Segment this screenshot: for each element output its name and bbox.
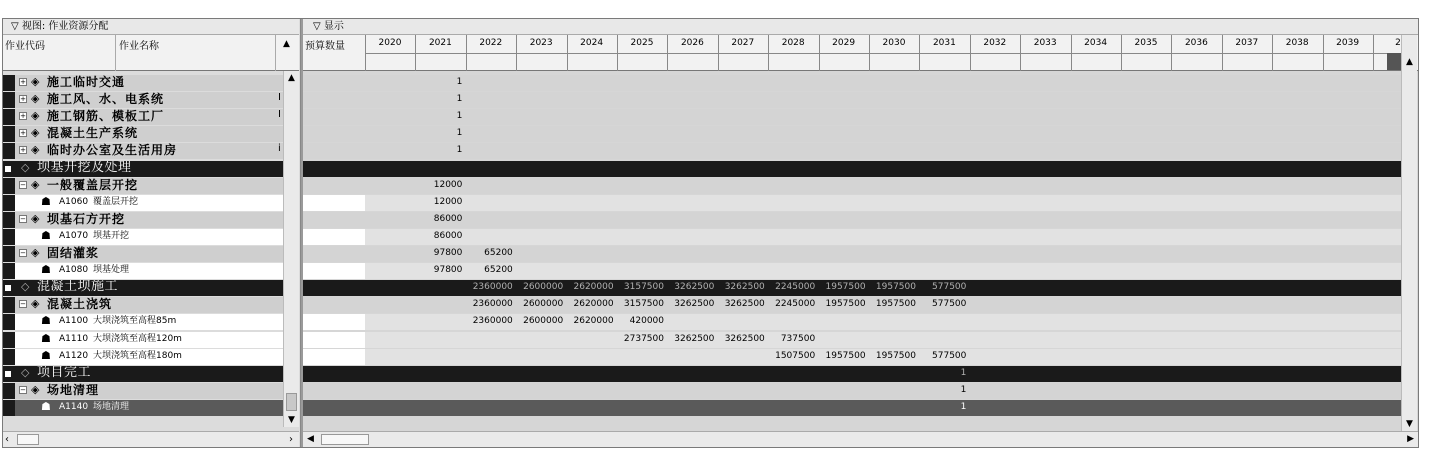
budget-units-cell[interactable] <box>303 75 365 91</box>
year-header[interactable]: 2036 <box>1184 38 1208 48</box>
budget-units-cell[interactable] <box>303 143 365 159</box>
spreadsheet-row <box>365 263 1401 279</box>
wbs-label: 坝基开挖及处理 <box>37 160 132 175</box>
spreadsheet-row <box>365 349 1401 365</box>
year-value-cell[interactable]: 1 <box>456 128 463 139</box>
year-value-cell[interactable]: 86000 <box>433 230 463 241</box>
year-value-cell[interactable]: 1957500 <box>825 282 866 293</box>
activity-name: 大坝浇筑至高程85m <box>93 316 177 327</box>
collapse-icon[interactable]: − <box>20 300 26 309</box>
chevron-up-icon[interactable]: ▲ <box>283 39 290 49</box>
spreadsheet-row <box>365 383 1401 399</box>
collapse-icon[interactable] <box>5 371 11 377</box>
wbs-row[interactable] <box>3 178 283 194</box>
budget-units-cell[interactable] <box>303 126 365 142</box>
wbs-label: 场地清理 <box>47 382 100 397</box>
wbs-folder-icon: ◈ <box>31 177 40 191</box>
spreadsheet-row <box>365 297 1401 313</box>
year-header[interactable]: 2 <box>1395 38 1401 48</box>
year-header[interactable]: 2039 <box>1336 38 1360 48</box>
header-corner <box>1387 53 1401 70</box>
wbs-label: 项目完工 <box>37 365 92 380</box>
row-indent-bar <box>3 383 15 399</box>
year-value-cell[interactable]: 1957500 <box>825 299 866 310</box>
year-value-cell[interactable]: 97800 <box>433 265 463 276</box>
row-indent-bar <box>3 109 15 125</box>
budget-units-cell[interactable] <box>303 280 365 296</box>
wbs-row[interactable] <box>3 92 283 108</box>
spreadsheet-row <box>365 212 1401 228</box>
row-indent-bar <box>3 263 15 279</box>
year-value-cell[interactable]: 1 <box>456 111 463 122</box>
year-value-cell[interactable]: 3262500 <box>724 299 765 310</box>
left-column-header <box>3 35 299 71</box>
row-indent-bar <box>3 349 15 365</box>
year-header[interactable]: 2024 <box>580 38 604 48</box>
year-value-cell[interactable]: 3262500 <box>674 333 715 344</box>
resource-person-icon: ☗ <box>41 263 51 277</box>
wbs-folder-icon: ◈ <box>31 126 40 140</box>
wbs-folder-icon: ◈ <box>31 109 40 123</box>
year-value-cell[interactable]: 737500 <box>780 333 816 344</box>
wbs-label: 一般覆盖层开挖 <box>47 177 139 192</box>
activity-rows <box>3 75 283 419</box>
collapse-icon[interactable] <box>5 166 11 172</box>
activity-code: A1100 <box>59 316 89 327</box>
left-vertical-scrollbar[interactable] <box>283 71 299 427</box>
scroll-up-arrow-icon[interactable]: ▲ <box>1406 57 1413 67</box>
wbs-label: 混凝土浇筑 <box>47 297 113 312</box>
year-value-cell[interactable]: 577500 <box>932 282 967 293</box>
year-value-cell[interactable]: 2620000 <box>573 299 614 310</box>
year-value-cell[interactable]: 3157500 <box>623 299 664 310</box>
wbs-diamond-icon: ◇ <box>21 280 30 294</box>
column-header-budget-units[interactable]: 预算数量 <box>305 41 345 52</box>
year-value-cell[interactable]: 2737500 <box>623 333 664 344</box>
activity-row[interactable] <box>3 400 283 416</box>
scroll-right-arrow-icon[interactable]: › <box>289 434 293 445</box>
expand-icon[interactable]: + <box>20 129 26 138</box>
wbs-row[interactable] <box>3 126 283 142</box>
wbs-folder-icon: ◈ <box>31 382 40 396</box>
wbs-row[interactable] <box>3 161 283 177</box>
year-value-cell[interactable]: 12000 <box>433 196 463 207</box>
year-value-cell[interactable]: 1 <box>960 384 967 395</box>
budget-units-cell[interactable] <box>303 161 365 177</box>
year-value-cell[interactable]: 1507500 <box>775 350 816 361</box>
row-indent-bar <box>3 178 15 194</box>
year-value-cell[interactable]: 1 <box>960 401 967 412</box>
collapse-icon[interactable]: − <box>20 249 26 257</box>
year-value-cell[interactable]: 2600000 <box>523 299 564 310</box>
wbs-label: 混凝土生产系统 <box>47 126 139 141</box>
activity-code: A1110 <box>59 333 89 344</box>
wbs-label: 混凝土坝施工 <box>37 280 119 295</box>
year-header[interactable]: 2023 <box>529 38 553 48</box>
spreadsheet-row <box>365 280 1401 296</box>
year-value-cell[interactable]: 1 <box>456 145 463 156</box>
column-divider[interactable] <box>275 35 276 71</box>
activity-row[interactable] <box>3 229 283 245</box>
collapse-icon[interactable]: − <box>20 385 26 394</box>
year-value-cell[interactable]: 2360000 <box>472 282 513 293</box>
collapse-icon[interactable] <box>5 285 11 291</box>
budget-units-column <box>303 75 365 419</box>
row-indent-bar <box>3 195 15 211</box>
activity-row[interactable] <box>3 195 283 211</box>
row-indent-bar <box>3 75 15 91</box>
resource-person-icon: ☗ <box>41 194 51 208</box>
year-value-cell[interactable]: 2600000 <box>523 316 564 327</box>
budget-units-cell[interactable] <box>303 400 365 416</box>
wbs-row[interactable] <box>3 109 283 125</box>
scroll-right-arrow-icon[interactable]: ▶ <box>1407 434 1414 444</box>
year-header[interactable]: 2028 <box>781 38 805 48</box>
activity-code: A1120 <box>59 350 89 361</box>
expand-icon[interactable]: + <box>20 78 26 86</box>
row-indent-bar <box>3 400 15 416</box>
wbs-diamond-icon: ◇ <box>21 365 30 379</box>
year-value-cell[interactable]: 65200 <box>484 265 513 276</box>
header-divider <box>365 53 1405 54</box>
year-header[interactable]: 2025 <box>630 38 654 48</box>
wbs-folder-icon: ◈ <box>31 143 40 157</box>
year-value-cell[interactable]: 2245000 <box>775 282 816 293</box>
truncated-text: I <box>278 109 281 121</box>
right-vertical-scrollbar[interactable] <box>1401 35 1417 431</box>
wbs-label: 施工钢筋、模板工厂 <box>47 109 165 124</box>
view-title[interactable]: ▽ 视图: 作业资源分配 <box>3 19 299 35</box>
spreadsheet-row <box>365 92 1401 108</box>
wbs-row[interactable] <box>3 366 283 382</box>
budget-units-cell[interactable] <box>303 297 365 313</box>
year-header[interactable]: 2033 <box>1033 38 1057 48</box>
activity-name: 场地清理 <box>93 401 130 412</box>
year-value-cell[interactable]: 65200 <box>484 248 513 258</box>
year-value-cell[interactable]: 12000 <box>433 179 463 190</box>
year-header[interactable]: 2034 <box>1084 38 1108 48</box>
timescale-header <box>303 35 1418 71</box>
wbs-row[interactable] <box>3 212 283 228</box>
spreadsheet-row <box>365 143 1401 159</box>
year-value-cell[interactable]: 2245000 <box>775 299 816 310</box>
wbs-folder-icon: ◈ <box>31 92 40 106</box>
row-indent-bar <box>3 212 15 228</box>
activity-code: A1140 <box>59 401 89 412</box>
collapse-icon[interactable]: − <box>20 214 26 223</box>
year-header[interactable]: 2020 <box>378 38 402 48</box>
activity-code: A1070 <box>59 230 89 241</box>
year-value-cell[interactable]: 2360000 <box>472 299 513 310</box>
resource-person-icon: ☗ <box>41 399 51 413</box>
resource-person-icon: ☗ <box>41 314 51 328</box>
row-indent-bar <box>3 297 15 313</box>
wbs-folder-icon: ◈ <box>31 246 40 259</box>
scroll-thumb[interactable] <box>17 434 39 445</box>
year-value-cell[interactable]: 3262500 <box>674 282 715 293</box>
row-indent-bar <box>3 332 15 348</box>
budget-units-cell[interactable] <box>303 229 365 245</box>
resource-person-icon: ☗ <box>41 331 51 345</box>
year-value-cell[interactable]: 1 <box>456 77 463 87</box>
year-value-cell[interactable]: 577500 <box>932 299 967 310</box>
wbs-row[interactable] <box>3 143 283 159</box>
expand-icon[interactable]: + <box>20 95 26 104</box>
year-value-cell[interactable]: 1 <box>960 367 967 378</box>
wbs-label: 固结灌浆 <box>47 246 100 260</box>
scroll-thumb[interactable] <box>286 393 297 411</box>
year-value-cell[interactable]: 3262500 <box>724 282 765 293</box>
budget-units-cell[interactable] <box>303 246 365 262</box>
budget-units-cell[interactable] <box>303 332 365 348</box>
spreadsheet-row <box>365 314 1401 330</box>
row-indent-bar <box>3 143 15 159</box>
wbs-diamond-icon: ◇ <box>21 160 30 174</box>
budget-units-cell[interactable] <box>303 349 365 365</box>
wbs-folder-icon: ◈ <box>31 75 40 88</box>
wbs-row[interactable] <box>3 383 283 399</box>
year-value-cell[interactable]: 1957500 <box>875 282 916 293</box>
year-value-cell[interactable]: 1957500 <box>875 299 916 310</box>
activity-name: 坝基开挖 <box>93 230 130 241</box>
year-value-cell[interactable]: 1 <box>456 94 463 105</box>
year-header[interactable]: 2022 <box>479 38 503 48</box>
activity-row[interactable] <box>3 332 283 348</box>
row-indent-bar <box>3 229 15 245</box>
year-header[interactable]: 2038 <box>1285 38 1309 48</box>
year-value-cell[interactable]: 97800 <box>433 248 463 258</box>
left-horizontal-scrollbar[interactable] <box>3 431 299 447</box>
column-header-activity-name[interactable]: 作业名称 <box>119 41 159 52</box>
activity-row[interactable] <box>3 263 283 279</box>
year-value-cell[interactable]: 2360000 <box>472 316 513 327</box>
scroll-thumb[interactable] <box>321 434 369 445</box>
year-value-cell[interactable]: 2620000 <box>573 316 614 327</box>
activity-name: 大坝浇筑至高程120m <box>93 333 182 344</box>
budget-units-cell[interactable] <box>303 178 365 194</box>
row-indent-bar <box>3 246 15 262</box>
right-horizontal-scrollbar[interactable] <box>303 431 1418 447</box>
resource-person-icon: ☗ <box>41 348 51 362</box>
year-header[interactable]: 2031 <box>932 38 956 48</box>
year-header[interactable]: 2030 <box>882 38 906 48</box>
scroll-down-arrow-icon[interactable]: ▼ <box>288 415 295 425</box>
row-indent-bar <box>3 314 15 330</box>
truncated-text: I <box>278 92 281 104</box>
year-value-cell[interactable]: 3157500 <box>623 282 664 293</box>
spreadsheet-row <box>365 246 1401 262</box>
wbs-row[interactable] <box>3 246 283 262</box>
row-indent-bar <box>3 92 15 108</box>
wbs-label: 临时办公室及生活用房 <box>47 143 178 158</box>
scroll-down-arrow-icon[interactable]: ▼ <box>1406 419 1413 429</box>
app-window <box>2 18 1419 448</box>
resource-usage-spreadsheet-pane <box>303 19 1418 447</box>
resource-person-icon: ☗ <box>41 228 51 242</box>
activity-table-pane <box>3 19 301 447</box>
spreadsheet-row <box>365 178 1401 194</box>
activity-row[interactable] <box>3 349 283 365</box>
activity-name: 覆盖层开挖 <box>93 196 139 207</box>
year-value-cell[interactable]: 86000 <box>433 213 463 224</box>
wbs-folder-icon: ◈ <box>31 297 40 311</box>
column-header-activity-code[interactable]: 作业代码 <box>5 41 45 52</box>
spreadsheet-rows <box>365 75 1401 419</box>
activity-code: A1080 <box>59 265 89 276</box>
year-header[interactable]: 2027 <box>731 38 755 48</box>
year-value-cell[interactable]: 420000 <box>629 316 664 327</box>
year-value-cell[interactable]: 1957500 <box>875 350 916 361</box>
scroll-left-arrow-icon[interactable]: ◀ <box>307 434 314 444</box>
activity-name: 坝基处理 <box>93 265 130 276</box>
budget-units-cell[interactable] <box>303 109 365 125</box>
spreadsheet-row <box>365 400 1401 416</box>
year-value-cell[interactable]: 3262500 <box>724 333 765 344</box>
spreadsheet-row <box>365 161 1401 177</box>
activity-name: 大坝浇筑至高程180m <box>93 350 182 361</box>
expand-icon[interactable]: + <box>20 146 26 155</box>
collapse-icon[interactable]: − <box>20 180 26 189</box>
spreadsheet-row <box>365 126 1401 142</box>
budget-units-cell[interactable] <box>303 383 365 399</box>
spreadsheet-row <box>365 366 1401 382</box>
wbs-label: 施工临时交通 <box>47 75 126 89</box>
truncated-text: i <box>278 143 281 155</box>
budget-units-cell[interactable] <box>303 195 365 211</box>
spreadsheet-row <box>365 229 1401 245</box>
activity-code: A1060 <box>59 196 89 207</box>
wbs-row[interactable] <box>3 280 283 296</box>
column-divider[interactable] <box>115 35 116 71</box>
wbs-label: 坝基石方开挖 <box>47 211 126 226</box>
year-value-cell[interactable]: 577500 <box>932 350 967 361</box>
year-value-cell[interactable]: 2620000 <box>573 282 614 293</box>
budget-units-cell[interactable] <box>303 92 365 108</box>
year-value-cell[interactable]: 1957500 <box>825 350 866 361</box>
year-header[interactable]: 2037 <box>1235 38 1259 48</box>
year-header[interactable]: 2021 <box>428 38 452 48</box>
display-title[interactable]: ▽ 显示 <box>303 19 1418 35</box>
wbs-folder-icon: ◈ <box>31 211 40 225</box>
budget-units-cell[interactable] <box>303 366 365 382</box>
year-header[interactable]: 2026 <box>680 38 704 48</box>
spreadsheet-row <box>365 109 1401 125</box>
spreadsheet-row <box>365 75 1401 91</box>
activity-row[interactable] <box>3 314 283 330</box>
wbs-row[interactable] <box>3 75 283 91</box>
year-value-cell[interactable]: 2600000 <box>523 282 564 293</box>
expand-icon[interactable]: + <box>20 112 26 121</box>
scroll-up-arrow-icon[interactable]: ▲ <box>288 73 295 83</box>
wbs-label: 施工风、水、电系统 <box>47 92 165 107</box>
wbs-row[interactable] <box>3 297 283 313</box>
scroll-left-arrow-icon[interactable]: ‹ <box>5 434 9 445</box>
budget-units-cell[interactable] <box>303 314 365 330</box>
year-header[interactable]: 2035 <box>1134 38 1158 48</box>
year-header[interactable]: 2029 <box>832 38 856 48</box>
spreadsheet-row <box>365 332 1401 348</box>
budget-units-cell[interactable] <box>303 263 365 279</box>
year-header[interactable]: 2032 <box>983 38 1007 48</box>
spreadsheet-row <box>365 195 1401 211</box>
year-value-cell[interactable]: 3262500 <box>674 299 715 310</box>
row-indent-bar <box>3 126 15 142</box>
budget-units-cell[interactable] <box>303 212 365 228</box>
